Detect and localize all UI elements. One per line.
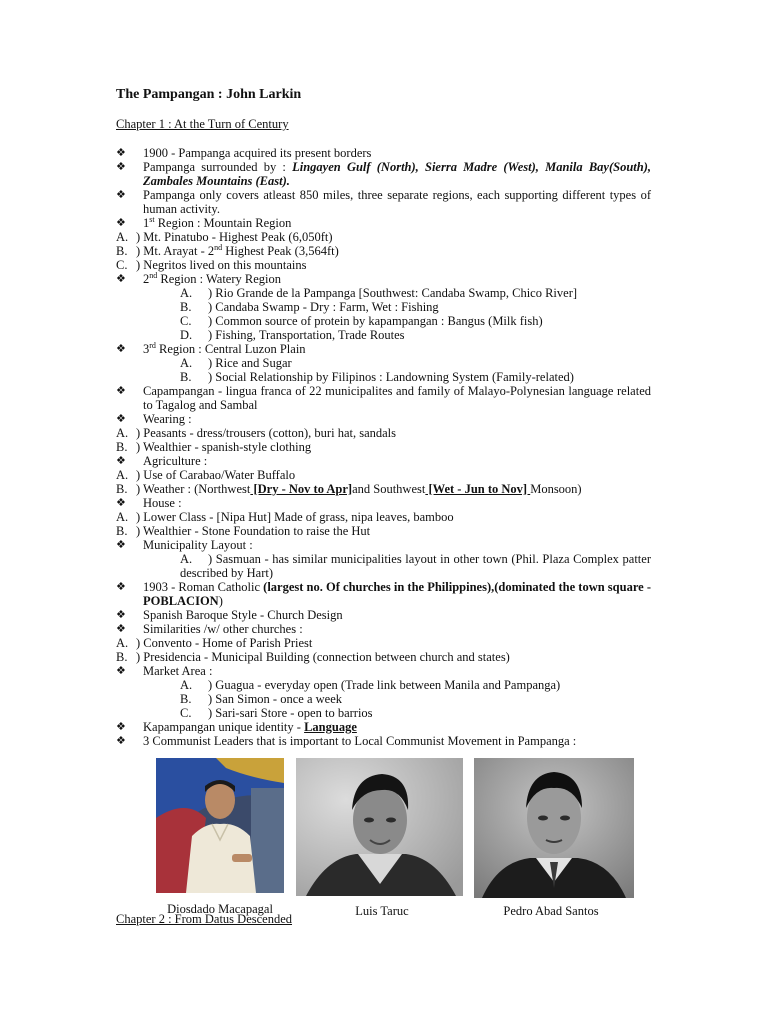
list-item <box>116 510 651 524</box>
list-item <box>116 496 651 510</box>
text-run: ) Convento - Home of Parish Priest <box>136 636 313 650</box>
list-item-text <box>136 510 651 524</box>
list-item <box>116 146 651 160</box>
list-item-text <box>136 524 651 538</box>
list-item <box>116 678 651 692</box>
bullet-marker: ❖ <box>116 146 126 159</box>
list-item-text <box>208 300 651 314</box>
text-run: 2 <box>143 272 150 286</box>
bullet-marker: ❖ <box>116 160 126 173</box>
list-item-text <box>143 454 651 468</box>
text-run: ) Candaba Swamp - Dry : Farm, Wet : Fishing <box>208 300 439 314</box>
list-item <box>116 258 651 272</box>
list-item-text <box>143 160 651 188</box>
list-item <box>116 426 651 440</box>
text-run: Language <box>304 720 357 734</box>
list-item-text <box>136 244 651 258</box>
list-item-text <box>143 412 651 426</box>
list-item-text <box>143 384 651 412</box>
text-run: (largest no. Of churches in the Philippines),(dominated the town square - POBLACION <box>143 580 651 608</box>
list-item-text <box>143 216 651 230</box>
text-run: nd <box>214 242 223 252</box>
letter-marker: B. <box>180 370 192 384</box>
list-item-text <box>143 538 651 552</box>
list-item <box>116 468 651 482</box>
letter-marker: A. <box>116 636 129 650</box>
list-item <box>116 482 651 496</box>
list-item <box>116 454 651 468</box>
text-run: ) Mt. Pinatubo - Highest Peak (6,050ft) <box>136 230 333 244</box>
list-item <box>116 650 651 664</box>
photo-row <box>0 756 768 926</box>
caption-pedro-abad-santos: Pedro Abad Santos <box>503 904 599 918</box>
chapter-1-heading: Chapter 1 : At the Turn of Century <box>116 117 289 131</box>
letter-marker: A. <box>116 468 129 482</box>
letter-marker: C. <box>116 258 128 272</box>
bullet-marker: ❖ <box>116 580 126 593</box>
list-item-text <box>136 636 651 650</box>
list-item-text <box>143 608 651 622</box>
letter-marker: A. <box>180 552 193 566</box>
list-item-text <box>143 496 651 510</box>
list-item-text <box>208 356 651 370</box>
letter-marker: A. <box>180 286 193 300</box>
text-run: 1903 - Roman Catholic <box>143 580 264 594</box>
text-run: Market Area : <box>143 664 213 678</box>
text-run: House : <box>143 496 182 510</box>
list-item <box>116 272 651 286</box>
text-run: Kapampangan unique identity - <box>143 720 305 734</box>
list-item <box>116 524 651 538</box>
text-run: ) Peasants - dress/trousers (cotton), buri hat, sandals <box>136 426 397 440</box>
text-run: ) Negritos lived on this mountains <box>136 258 307 272</box>
text-run: 1 <box>143 216 150 230</box>
text-run: ) Weather : (Northwest <box>136 482 251 496</box>
text-run: ) Presidencia - Municipal Building (connection between church and states) <box>136 650 510 664</box>
list-item <box>116 342 651 356</box>
text-run: Region : Central Luzon Plain <box>155 342 306 356</box>
text-run: Spanish Baroque Style - Church Design <box>143 608 343 622</box>
list-item <box>116 370 651 384</box>
list-item-text <box>143 664 651 678</box>
list-item <box>116 230 651 244</box>
text-run: ) Guagua - everyday open (Trade link between Manila and Pampanga) <box>208 678 561 692</box>
text-run: [Wet - Jun to Nov] <box>425 482 531 496</box>
list-item-text <box>136 650 651 664</box>
list-item-text <box>143 188 651 216</box>
bullet-marker: ❖ <box>116 496 126 509</box>
letter-marker: B. <box>116 440 128 454</box>
list-item <box>116 384 651 412</box>
list-item-text <box>136 468 651 482</box>
letter-marker: A. <box>116 510 129 524</box>
text-run: and Southwest <box>352 482 426 496</box>
list-item <box>116 692 651 706</box>
list-item-text <box>143 720 651 734</box>
list-item <box>116 552 651 580</box>
bullet-marker: ❖ <box>116 384 126 397</box>
list-item <box>116 538 651 552</box>
text-run: ) Wealthier - spanish-style clothing <box>136 440 312 454</box>
list-item-text <box>208 678 651 692</box>
letter-marker: C. <box>180 314 192 328</box>
list-item-text <box>143 146 651 160</box>
list-item <box>116 608 651 622</box>
list-item-text <box>143 734 651 748</box>
bullet-marker: ❖ <box>116 622 126 635</box>
list-item <box>116 216 651 230</box>
text-run: ) Rio Grande de la Pampanga [Southwest: Candaba Swamp, Chico River] <box>208 286 578 300</box>
text-run: Wearing : <box>143 412 192 426</box>
list-item <box>116 636 651 650</box>
notes-list <box>116 146 651 748</box>
text-run: ) Fishing, Transportation, Trade Routes <box>208 328 405 342</box>
document-title: The Pampangan : John Larkin <box>116 87 302 102</box>
caption-diosdado-macapagal: Diosdado Macapagal <box>167 902 273 916</box>
letter-marker: A. <box>180 356 193 370</box>
letter-marker: A. <box>116 230 129 244</box>
list-item-text <box>180 552 651 580</box>
text-run: ) Mt. Arayat - 2 <box>136 244 215 258</box>
bullet-marker: ❖ <box>116 720 126 733</box>
list-item-text <box>208 692 651 706</box>
list-item-text <box>136 258 651 272</box>
text-run: ) Lower Class - [Nipa Hut] Made of grass, nipa leaves, bamboo <box>136 510 454 524</box>
list-item <box>116 300 651 314</box>
list-item-text <box>143 342 651 356</box>
list-item-text <box>208 314 651 328</box>
photo-luis-taruc <box>296 758 463 896</box>
text-run: 3 Communist Leaders that is important to Local Communist Movement in Pampanga : <box>143 734 577 748</box>
list-item <box>116 286 651 300</box>
text-run: Region : Watery Region <box>157 272 281 286</box>
bullet-marker: ❖ <box>116 608 126 621</box>
list-item-text <box>208 286 651 300</box>
list-item <box>116 412 651 426</box>
text-run: ) <box>218 594 223 608</box>
list-item <box>116 580 651 608</box>
list-item-text <box>208 328 651 342</box>
bullet-marker: ❖ <box>116 216 126 229</box>
letter-marker: A. <box>116 426 129 440</box>
list-item <box>116 440 651 454</box>
list-item <box>116 706 651 720</box>
text-run: 3 <box>143 342 150 356</box>
text-run: nd <box>149 270 158 280</box>
list-item-text <box>136 426 651 440</box>
text-run: ) Sari-sari Store - open to barrios <box>208 706 373 720</box>
text-run: Municipality Layout : <box>143 538 253 552</box>
text-run: [Dry - Nov to Apr] <box>250 482 353 496</box>
chapter-2-heading: Chapter 2 : From Datus Descended <box>116 912 293 926</box>
list-item <box>116 720 651 734</box>
text-run: Region : Mountain Region <box>154 216 292 230</box>
photo-diosdado-macapagal <box>156 758 284 893</box>
list-item-text <box>208 370 651 384</box>
text-run: Capampangan - lingua franca of 22 municipalites and family of Malayo-Polynesian language related to Tagalog and Sambal <box>143 384 651 412</box>
bullet-marker: ❖ <box>116 664 126 677</box>
list-item <box>116 314 651 328</box>
text-run: st <box>149 214 155 224</box>
letter-marker: B. <box>116 244 128 258</box>
list-item <box>116 188 651 216</box>
text-run: Agriculture : <box>143 454 208 468</box>
text-run: ) San Simon - once a week <box>208 692 342 706</box>
bullet-marker: ❖ <box>116 412 126 425</box>
text-run: Pampanga only covers atleast 850 miles, three separate regions, each supporting different types of human activity. <box>143 188 651 216</box>
letter-marker: B. <box>116 650 128 664</box>
text-run: ) Wealthier - Stone Foundation to raise the Hut <box>136 524 371 538</box>
text-run: ) Common source of protein by kapampangan : Bangus (Milk fish) <box>208 314 543 328</box>
bullet-marker: ❖ <box>116 734 126 747</box>
text-run: ) Social Relationship by Filipinos : Landowning System (Family-related) <box>208 370 574 384</box>
text-run: ) Sasmuan - has similar municipalities layout in other town (Phil. Plaza Complex patter described by Hart) <box>180 552 651 580</box>
bullet-marker: ❖ <box>116 538 126 551</box>
list-item-text <box>208 706 651 720</box>
list-item <box>116 664 651 678</box>
list-item <box>116 734 651 748</box>
letter-marker: B. <box>116 482 128 496</box>
caption-luis-taruc: Luis Taruc <box>355 904 409 918</box>
text-run: 1900 - Pampanga acquired its present borders <box>143 146 372 160</box>
text-run: Lingayen Gulf (North), Sierra Madre (West), Manila Bay(South), Zambales Mountains (East). <box>143 160 652 188</box>
text-run: Pampanga surrounded by : <box>143 160 293 174</box>
bullet-marker: ❖ <box>116 272 126 285</box>
bullet-marker: ❖ <box>116 342 126 355</box>
text-run: Highest Peak (3,564ft) <box>222 244 339 258</box>
text-run: Monsoon) <box>530 482 582 496</box>
list-item <box>116 622 651 636</box>
text-run: ) Rice and Sugar <box>208 356 292 370</box>
letter-marker: C. <box>180 706 192 720</box>
letter-marker: B. <box>180 692 192 706</box>
text-run: Similarities /w/ other churches : <box>143 622 303 636</box>
text-run: rd <box>149 340 156 350</box>
list-item <box>116 160 651 188</box>
list-item-text <box>143 580 651 608</box>
letter-marker: D. <box>180 328 193 342</box>
list-item <box>116 244 651 258</box>
letter-marker: A. <box>180 678 193 692</box>
letter-marker: B. <box>116 524 128 538</box>
list-item-text <box>136 482 651 496</box>
list-item-text <box>143 622 651 636</box>
list-item-text <box>136 440 651 454</box>
list-item <box>116 356 651 370</box>
letter-marker: B. <box>180 300 192 314</box>
bullet-marker: ❖ <box>116 188 126 201</box>
list-item <box>116 328 651 342</box>
text-run: ) Use of Carabao/Water Buffalo <box>136 468 296 482</box>
bullet-marker: ❖ <box>116 454 126 467</box>
list-item-text <box>143 272 651 286</box>
photo-pedro-abad-santos <box>474 758 634 898</box>
